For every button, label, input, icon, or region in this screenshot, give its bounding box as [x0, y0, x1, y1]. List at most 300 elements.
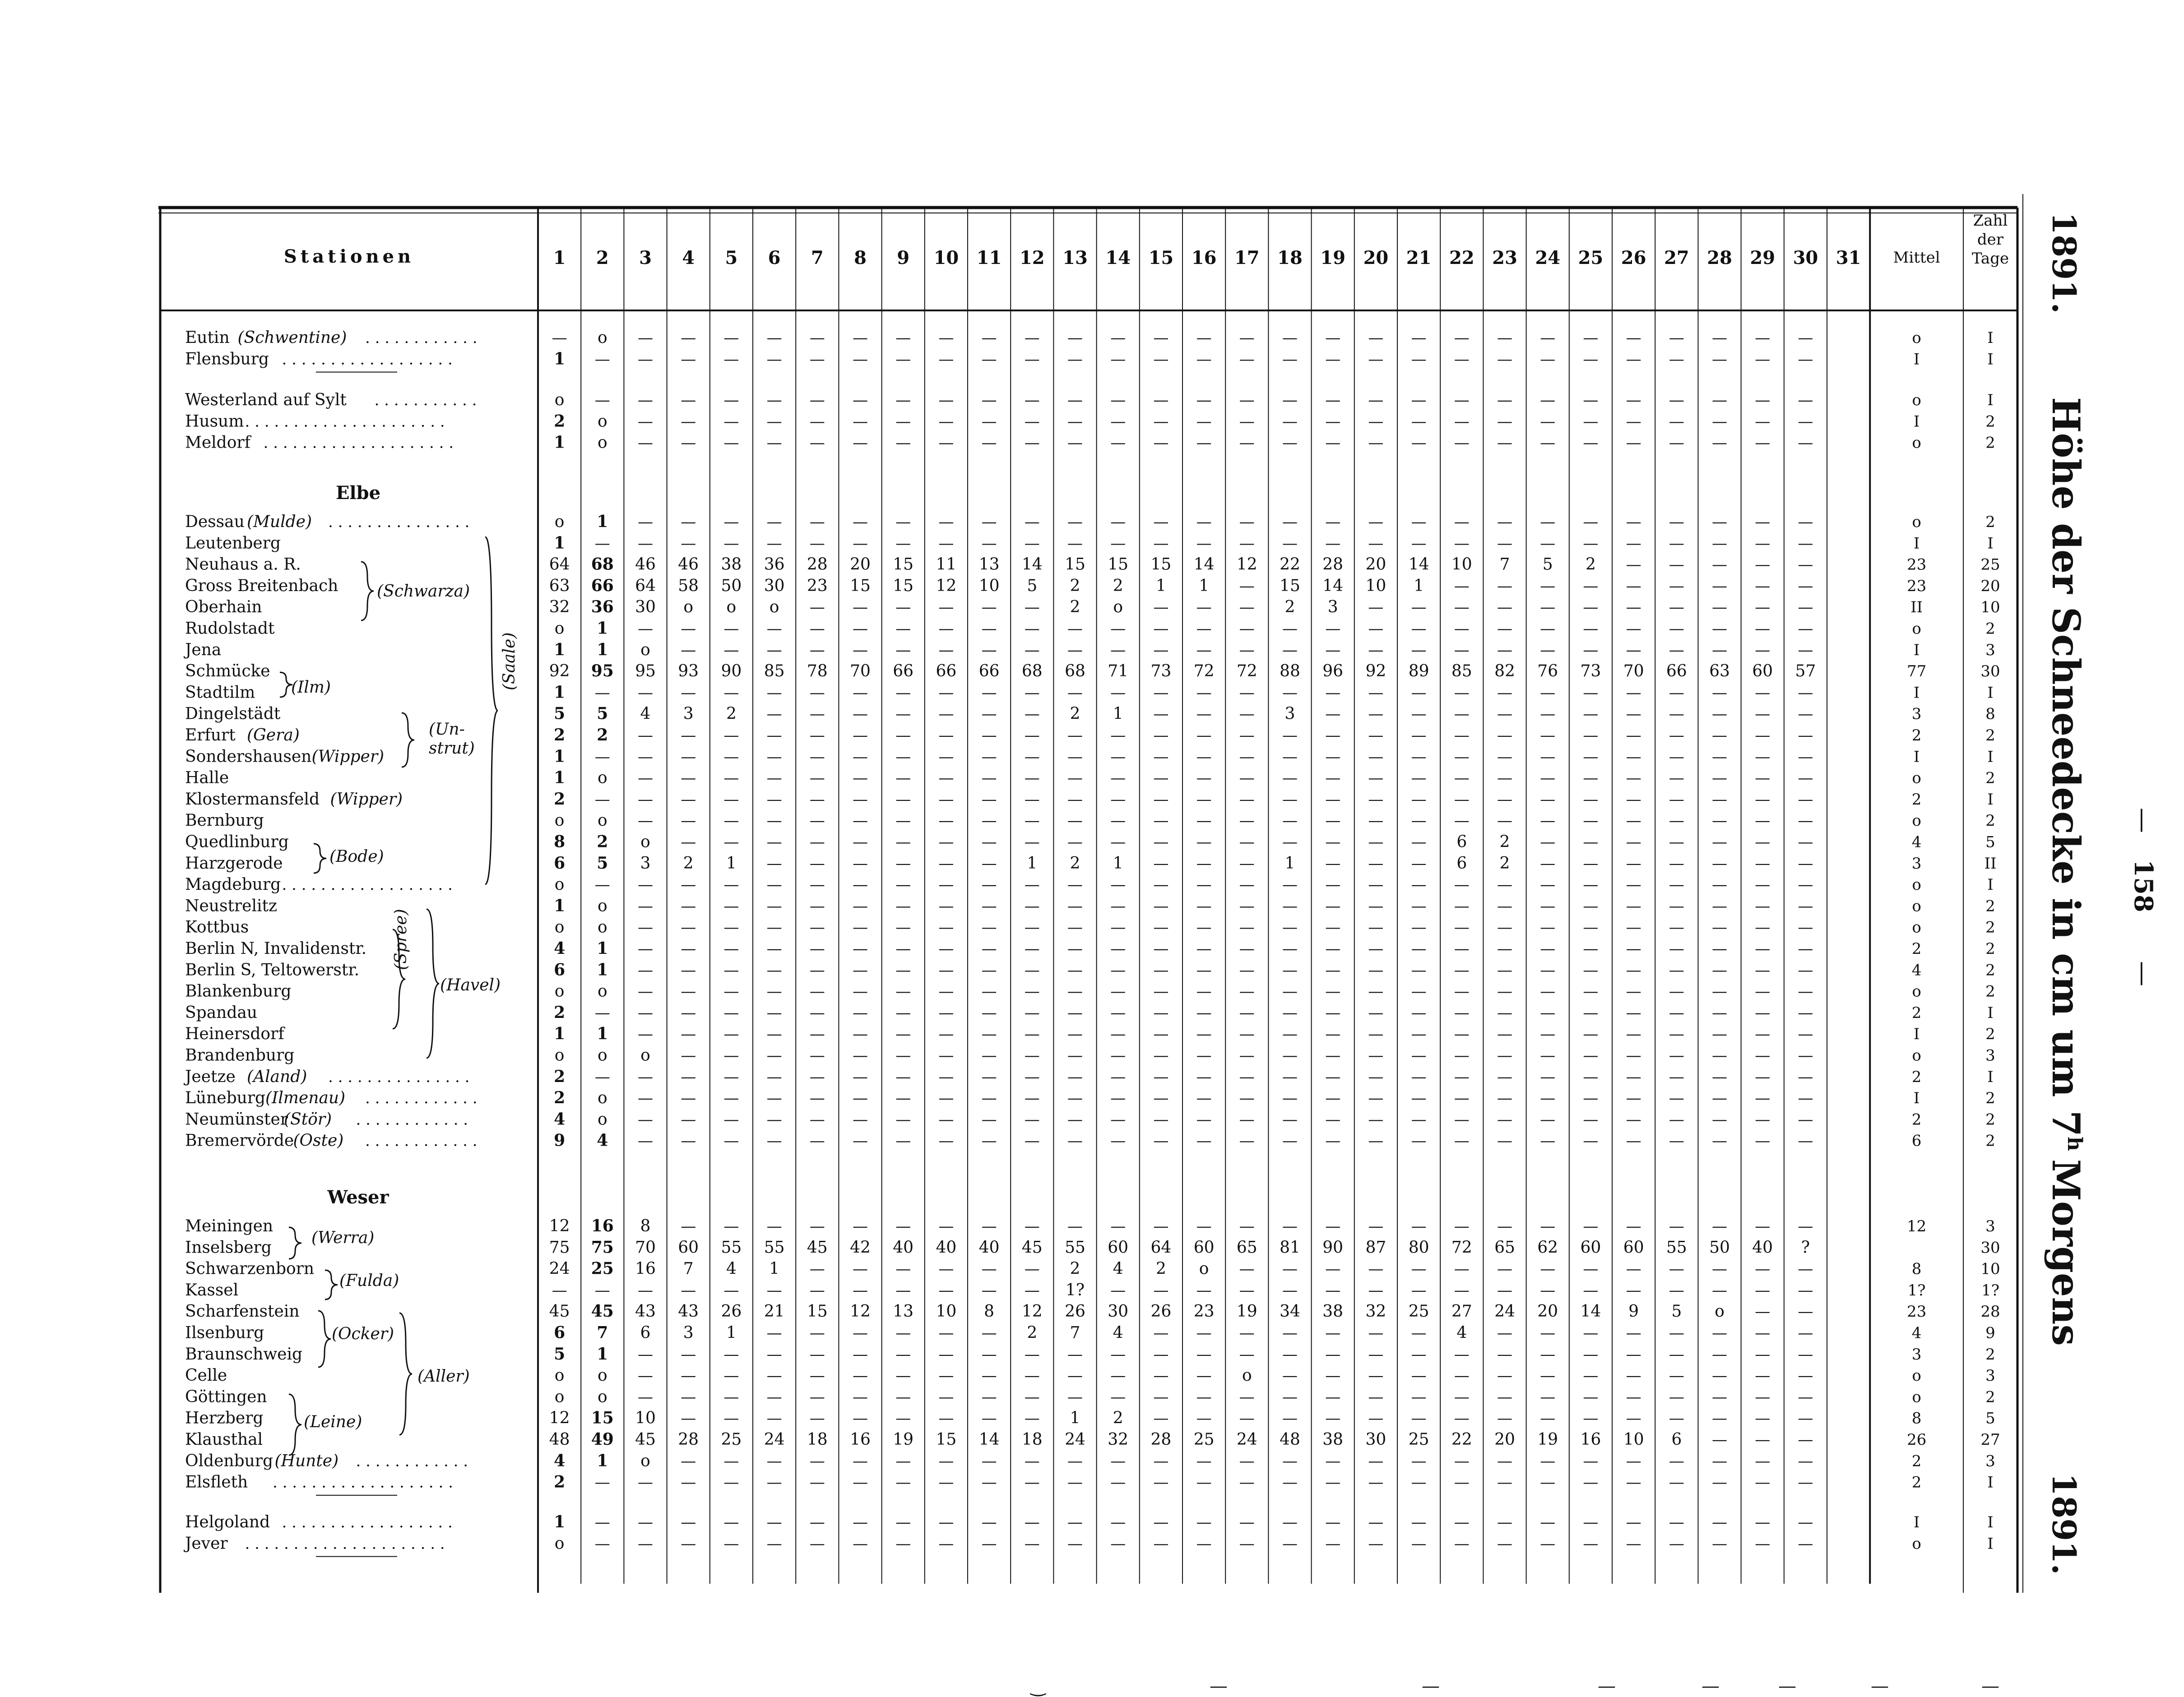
day-header: 25 [1578, 247, 1604, 268]
cell-value: — [594, 1281, 610, 1299]
cell-value: — [1583, 1409, 1599, 1428]
cell-value: — [809, 350, 825, 369]
cell-value: — [809, 1025, 825, 1044]
cell-value: — [594, 1068, 610, 1086]
cell-value: — [1583, 1132, 1599, 1150]
cell-value: 15 [1280, 576, 1300, 595]
cell-value: — [681, 1409, 696, 1428]
cell-value: — [1798, 1535, 1813, 1553]
zahl-header-line: Zahl [1973, 212, 2008, 230]
river-group-label: (Bode) [329, 847, 384, 866]
cell-value: — [809, 1473, 825, 1492]
leader-dots: . . . . . . . . . . . . . . . . . . [282, 1513, 453, 1531]
cell-value: — [766, 1089, 782, 1108]
cell-value: — [1540, 1513, 1556, 1531]
cell-value: — [594, 684, 610, 702]
cell-value: — [1669, 577, 1684, 595]
cell-value: — [1024, 1281, 1040, 1299]
cell-value: — [1239, 350, 1255, 369]
cell-value: — [723, 1388, 739, 1406]
cell-value: — [1239, 1003, 1255, 1022]
day-header: 11 [976, 247, 1002, 268]
cell-value: — [1712, 1132, 1727, 1150]
cell-value: — [1282, 790, 1298, 809]
cell-value: — [1282, 769, 1298, 787]
zahl-value: 9 [1985, 1324, 1995, 1342]
cell-value: — [1110, 1452, 1126, 1470]
cell-value: 10 [1451, 555, 1472, 574]
station-name: Neuhaus a. R. [185, 555, 301, 574]
cell-value: 2 [1284, 598, 1295, 617]
cell-value: — [809, 1452, 825, 1470]
zahl-value: 27 [1980, 1431, 2000, 1449]
mittel-value: I [1913, 1025, 1920, 1044]
cell-value: — [594, 1003, 610, 1022]
cell-value: — [723, 1535, 739, 1553]
cell-value: 95 [635, 662, 656, 681]
cell-value: — [895, 1068, 911, 1086]
cell-value: 13 [978, 555, 1000, 574]
cell-value: — [1669, 726, 1684, 744]
cell-value: — [1368, 854, 1384, 873]
brace [399, 1313, 412, 1435]
station-name: Brandenburg [185, 1046, 295, 1065]
cell-value: 3 [1284, 704, 1295, 723]
cell-value: — [1024, 1132, 1040, 1150]
cell-value: — [723, 391, 739, 409]
cell-value: — [1368, 726, 1384, 744]
cell-value: — [981, 350, 997, 369]
cell-value: — [1325, 1046, 1341, 1065]
cell-value: 2 [554, 412, 566, 431]
station-name: Quedlinburg [185, 832, 289, 851]
cell-value: — [681, 1473, 696, 1492]
cell-value: — [1153, 598, 1169, 617]
cell-value: — [1153, 1409, 1169, 1428]
zahl-value: 1? [1981, 1281, 1999, 1299]
cell-value: — [1583, 982, 1599, 1001]
cell-value: 70 [1623, 662, 1644, 681]
cell-value: — [1497, 1513, 1512, 1531]
cell-value: — [1540, 1535, 1556, 1553]
cell-value: — [1755, 1003, 1771, 1022]
cell-value: — [1067, 1473, 1083, 1492]
leader-dots: . . . . . . . . . . . . . . . . . . [282, 350, 453, 369]
cell-value: — [1153, 790, 1169, 809]
cell-value: — [853, 1409, 868, 1428]
cell-value: — [766, 982, 782, 1001]
cell-value: — [1798, 1089, 1813, 1108]
cell-value: — [1669, 513, 1684, 531]
zahl-value: 5 [1985, 833, 1995, 851]
cell-value: — [1024, 1513, 1040, 1531]
mittel-value: o [1912, 620, 1921, 638]
cell-value: — [895, 350, 911, 369]
river-group-label: (Aller) [417, 1367, 470, 1386]
cell-value: — [638, 897, 653, 916]
cell-value: — [638, 1025, 653, 1044]
cell-value: — [1325, 1367, 1341, 1385]
cell-value: 24 [764, 1430, 785, 1449]
cell-value: — [1540, 1046, 1556, 1065]
cell-value: — [681, 1281, 696, 1299]
cell-value: — [1454, 577, 1470, 595]
cell-value: — [1153, 1324, 1169, 1342]
cell-value: — [981, 1513, 997, 1531]
cell-value: 1 [1113, 704, 1123, 723]
cell-value: — [1110, 1132, 1126, 1150]
cell-value: 63 [1709, 662, 1730, 681]
cell-value: — [1626, 577, 1641, 595]
cell-value: — [1497, 434, 1512, 452]
day-header: 22 [1449, 247, 1475, 268]
zahl-value: 20 [1980, 577, 2000, 595]
cell-value: — [681, 1110, 696, 1129]
cell-value: — [1626, 1409, 1641, 1428]
cell-value: — [638, 1281, 653, 1299]
cell-value: — [1153, 412, 1169, 431]
leader-dots: . . . . . . . . . . . . . . . [328, 513, 470, 531]
zahl-value: 2 [1985, 940, 1995, 958]
cell-value: — [853, 1260, 868, 1278]
cell-value: — [1454, 1473, 1470, 1492]
cell-value: — [638, 534, 653, 553]
cell-value: — [1411, 1217, 1427, 1235]
cell-value: — [853, 534, 868, 553]
cell-value: — [1325, 790, 1341, 809]
cell-value: — [1712, 1473, 1727, 1492]
cell-value: — [681, 961, 696, 980]
cell-value: — [766, 940, 782, 958]
cell-value: 22 [1280, 555, 1300, 574]
cell-value: — [1454, 513, 1470, 531]
zahl-value: I [1987, 684, 1994, 702]
cell-value: — [1540, 434, 1556, 452]
cell-value: — [1497, 940, 1512, 958]
stray-mark: — [1598, 1676, 1616, 1697]
cell-value: — [723, 769, 739, 787]
cell-value: 2 [1585, 555, 1596, 574]
cell-value: — [1755, 329, 1771, 347]
cell-value: — [981, 1110, 997, 1129]
cell-value: — [1626, 1260, 1641, 1278]
cell-value: — [938, 1110, 954, 1129]
cell-value: o [554, 391, 565, 409]
cell-value: — [1497, 1535, 1512, 1553]
zahl-value: 5 [1985, 1409, 1995, 1428]
cell-value: — [1239, 620, 1255, 638]
cell-value: — [1755, 982, 1771, 1001]
cell-value: 15 [1065, 555, 1085, 574]
cell-value: — [1411, 982, 1427, 1001]
cell-value: — [1239, 1345, 1255, 1364]
cell-value: — [1712, 854, 1727, 873]
cell-value: — [1540, 854, 1556, 873]
cell-value: — [938, 940, 954, 958]
cell-value: 1 [597, 939, 608, 958]
cell-value: — [1153, 748, 1169, 766]
cell-value: — [1669, 876, 1684, 894]
cell-value: — [1411, 769, 1427, 787]
cell-value: — [895, 790, 911, 809]
day-header: 28 [1707, 247, 1732, 268]
cell-value: 65 [1236, 1238, 1257, 1257]
cell-value: — [1411, 748, 1427, 766]
cell-value: — [1411, 513, 1427, 531]
cell-value: — [1067, 684, 1083, 702]
mittel-value: II [1910, 598, 1923, 617]
cell-value: — [1325, 534, 1341, 553]
cell-value: — [1282, 876, 1298, 894]
cell-value: — [1755, 1431, 1771, 1449]
cell-value: — [1626, 513, 1641, 531]
cell-value: — [1239, 961, 1255, 980]
cell-value: 15 [893, 555, 914, 574]
cell-value: — [1411, 434, 1427, 452]
cell-value: — [1153, 391, 1169, 409]
cell-value: — [1540, 577, 1556, 595]
zahl-value: 10 [1980, 598, 2000, 617]
cell-value: 64 [549, 555, 570, 574]
cell-value: — [981, 982, 997, 1001]
cell-value: — [853, 1535, 868, 1553]
station-river: (Hunte) [274, 1452, 339, 1470]
cell-value: 28 [807, 555, 828, 574]
cell-value: — [938, 1003, 954, 1022]
cell-value: 18 [1021, 1430, 1043, 1449]
cell-value: — [895, 1089, 911, 1108]
cell-value: — [895, 876, 911, 894]
cell-value: — [1497, 684, 1512, 702]
cell-value: — [1239, 1388, 1255, 1406]
cell-value: 3 [1327, 598, 1338, 617]
year-top: 1891. [2045, 212, 2083, 314]
cell-value: — [1497, 620, 1512, 638]
cell-value: — [1798, 726, 1813, 744]
cell-value: — [1282, 833, 1298, 851]
cell-value: — [1153, 833, 1169, 851]
cell-value: — [1067, 1110, 1083, 1129]
cell-value: — [1798, 1303, 1813, 1321]
cell-value: 68 [1065, 662, 1085, 681]
cell-value: — [1626, 876, 1641, 894]
cell-value: — [1755, 726, 1771, 744]
cell-value: — [766, 1513, 782, 1531]
cell-value: o [640, 1046, 650, 1065]
cell-value: — [1755, 833, 1771, 851]
cell-value: — [1497, 1217, 1512, 1235]
cell-value: — [1239, 1473, 1255, 1492]
station-name: Spandau [185, 1003, 258, 1022]
brace [485, 537, 498, 884]
cell-value: 85 [1451, 662, 1472, 681]
cell-value: — [1626, 412, 1641, 431]
cell-value: — [1411, 1132, 1427, 1150]
cell-value: — [638, 620, 653, 638]
cell-value: 24 [549, 1259, 570, 1278]
cell-value: — [638, 1473, 653, 1492]
cell-value: — [938, 726, 954, 744]
cell-value: — [1325, 1132, 1341, 1150]
cell-value: — [1712, 982, 1727, 1001]
cell-value: — [1368, 641, 1384, 659]
cell-value: — [1325, 854, 1341, 873]
cell-value: — [981, 1535, 997, 1553]
cell-value: — [938, 1535, 954, 1553]
cell-value: — [1325, 876, 1341, 894]
cell-value: — [1368, 391, 1384, 409]
cell-value: — [1755, 684, 1771, 702]
cell-value: — [1368, 1025, 1384, 1044]
cell-value: 1 [1027, 854, 1038, 873]
cell-value: — [1626, 1367, 1641, 1385]
cell-value: — [638, 1367, 653, 1385]
cell-value: — [1755, 1324, 1771, 1342]
cell-value: — [981, 961, 997, 980]
cell-value: — [1540, 513, 1556, 531]
cell-value: — [1669, 1324, 1684, 1342]
cell-value: — [766, 1132, 782, 1150]
page-number-dash: — [2128, 961, 2158, 986]
cell-value: 1 [597, 1344, 608, 1364]
cell-value: — [1583, 1388, 1599, 1406]
cell-value: — [1712, 918, 1727, 937]
cell-value: — [723, 897, 739, 916]
cell-value: — [1755, 1089, 1771, 1108]
day-header: 30 [1793, 247, 1818, 268]
cell-value: — [1626, 1324, 1641, 1342]
cell-value: — [1755, 876, 1771, 894]
cell-value: 1 [554, 896, 566, 916]
cell-value: — [1497, 598, 1512, 617]
cell-value: — [766, 684, 782, 702]
cell-value: — [1411, 641, 1427, 659]
cell-value: — [681, 1089, 696, 1108]
cell-value: — [1325, 940, 1341, 958]
leader-dots: . . . . . . . . . . . . . . . . . . . [273, 1473, 453, 1492]
cell-value: — [723, 876, 739, 894]
cell-value: 6 [1456, 832, 1467, 851]
cell-value: — [1411, 1513, 1427, 1531]
cell-value: — [1368, 1281, 1384, 1299]
cell-value: — [681, 833, 696, 851]
cell-value: — [1024, 748, 1040, 766]
day-header: 3 [639, 247, 652, 268]
station-name: Oberhain [185, 598, 262, 617]
cell-value: — [981, 1046, 997, 1065]
cell-value: — [895, 748, 911, 766]
cell-value: — [981, 513, 997, 531]
cell-value: — [1626, 684, 1641, 702]
cell-value: — [1239, 684, 1255, 702]
day-header: 15 [1148, 247, 1174, 268]
cell-value: — [1153, 1367, 1169, 1385]
cell-value: — [1368, 1003, 1384, 1022]
cell-value: — [1411, 854, 1427, 873]
cell-value: — [723, 918, 739, 937]
cell-value: — [594, 1535, 610, 1553]
cell-value: — [723, 1025, 739, 1044]
cell-value: — [1798, 412, 1813, 431]
leader-dots: . . . . . . . . . . . . [356, 1110, 468, 1129]
cell-value: — [1411, 534, 1427, 553]
cell-value: — [1669, 982, 1684, 1001]
cell-value: 87 [1365, 1238, 1386, 1257]
cell-value: — [853, 854, 868, 873]
cell-value: — [1110, 534, 1126, 553]
cell-value: — [723, 726, 739, 744]
cell-value: — [1196, 854, 1212, 873]
zahl-value: I [1987, 1473, 1994, 1492]
cell-value: — [1583, 1089, 1599, 1108]
zahl-value: II [1984, 854, 1997, 873]
mittel-value: o [1912, 897, 1921, 916]
cell-value: — [1583, 350, 1599, 369]
cell-value: — [1153, 854, 1169, 873]
cell-value: — [1755, 748, 1771, 766]
cell-value: — [723, 982, 739, 1001]
cell-value: 45 [549, 1302, 570, 1321]
leader-dots: . . . . . . . . . . . . . . . . . . [282, 876, 453, 894]
cell-value: — [1712, 513, 1727, 531]
cell-value: — [938, 1513, 954, 1531]
cell-value: — [1282, 391, 1298, 409]
cell-value: — [1325, 412, 1341, 431]
cell-value: — [1411, 1388, 1427, 1406]
cell-value: — [1110, 790, 1126, 809]
cell-value: — [1239, 434, 1255, 452]
cell-value: — [1712, 1367, 1727, 1385]
cell-value: — [1669, 940, 1684, 958]
cell-value: 42 [850, 1238, 871, 1257]
cell-value: — [1024, 1367, 1040, 1385]
cell-value: — [938, 1217, 954, 1235]
cell-value: 68 [591, 555, 614, 574]
cell-value: — [1583, 705, 1599, 723]
cell-value: 92 [549, 662, 570, 681]
cell-value: — [1067, 391, 1083, 409]
cell-value: — [1669, 1535, 1684, 1553]
cell-value: — [1153, 982, 1169, 1001]
cell-value: — [1368, 1367, 1384, 1385]
cell-value: 2 [1070, 598, 1080, 617]
cell-value: — [1153, 1025, 1169, 1044]
cell-value: — [1454, 918, 1470, 937]
cell-value: 60 [1752, 662, 1773, 681]
cell-value: — [1540, 1345, 1556, 1364]
cell-value: — [1669, 705, 1684, 723]
cell-value: — [1540, 833, 1556, 851]
cell-value: — [1712, 940, 1727, 958]
cell-value: 48 [1280, 1430, 1300, 1449]
cell-value: — [1583, 598, 1599, 617]
cell-value: — [1325, 1324, 1341, 1342]
cell-value: o [640, 832, 650, 851]
cell-value: — [1583, 812, 1599, 830]
zahl-value: 25 [1980, 555, 2000, 574]
cell-value: — [1540, 748, 1556, 766]
cell-value: — [1282, 1046, 1298, 1065]
cell-value: o [597, 918, 607, 937]
leader-dots: . . . . . . . . . . . . . . . [328, 1068, 470, 1086]
cell-value: — [1712, 705, 1727, 723]
zahl-value: 8 [1985, 705, 1995, 723]
cell-value: — [1626, 726, 1641, 744]
cell-value: — [1368, 598, 1384, 617]
cell-value: — [1153, 434, 1169, 452]
cell-value: — [681, 434, 696, 452]
cell-value: — [1411, 1089, 1427, 1108]
